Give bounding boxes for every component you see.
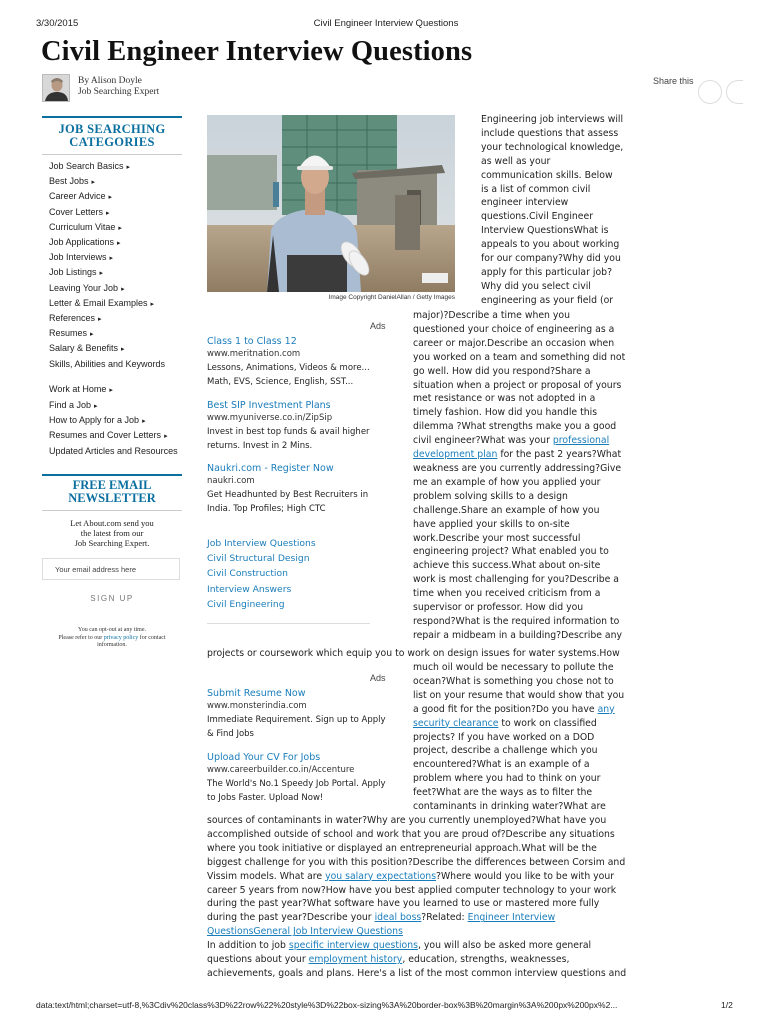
page-title: Civil Engineer Interview Questions	[41, 36, 473, 67]
article-body-full: sources of contaminants in water?Why are you currently unemployed?What have you accomplished outside of school and work that you are proud of?Describe any situations where you took initiative or displayed an entrepreneurial approach.What will be the biggest challenge for you with this position?Describe the differences between Corsim and Vissim models. What are you salary expectations?Where would you like to be with your career 5 years from now?How have you best applied computer technology to your work during the past year?What software have you learned to use or mastered more fully during the past year?Describe your ideal boss?Related: Engineer Interview QuestionsGeneral Job Interview Questions In addition to job specific interview questions, you will also be asked more general questions about your employment history, education, strengths, weaknesses, achievements, goals and plans. Here's a list of the most common interview questions and	[207, 815, 627, 979]
signup-button[interactable]: SIGN UP	[90, 594, 134, 603]
author-avatar[interactable]	[42, 74, 70, 102]
sidebar-item[interactable]	[49, 428, 182, 443]
sidebar-item-label: Work at Home	[49, 384, 107, 395]
ideal-boss-link[interactable]: ideal boss	[374, 912, 422, 924]
sidebar-item-label: Skills, Abilities and Keywords	[49, 359, 166, 370]
sidebar-item-label: Best Jobs	[49, 176, 89, 187]
sidebar-item-label: Salary & Benefits	[49, 343, 119, 354]
ad-title[interactable]: Upload Your CV For Jobs	[207, 752, 321, 763]
sidebar-item-label: Leaving Your Job	[49, 282, 119, 293]
chevron-right-icon: ▸	[98, 315, 102, 323]
print-title: Civil Engineer Interview Questions	[313, 18, 459, 29]
chevron-right-icon: ▸	[94, 402, 98, 410]
print-page-number: 1/2	[721, 1000, 733, 1010]
ad-url[interactable]: www.careerbuilder.co.in/Accenture	[207, 765, 355, 775]
sidebar-item[interactable]	[49, 413, 182, 428]
categories-sidebar	[42, 116, 182, 469]
sidebar-item[interactable]	[49, 382, 182, 397]
employment-history-link[interactable]: employment history	[308, 954, 403, 966]
sidebar-item[interactable]	[49, 443, 182, 469]
ad-item[interactable]	[207, 399, 387, 453]
ad-title[interactable]: Best SIP Investment Plans	[207, 400, 331, 411]
ad-title[interactable]: Class 1 to Class 12	[207, 336, 297, 347]
article-body-questions-2: much oil would be necessary to pollute the ocean?What is something you chose not to list on your resume that would show that you a good fit for the position?Do you have any security clearance to work on classified projects? If you have worked on a DOD project, describe a challenge which you encountered?What is an example of a problem where you had to think on your feet?What are the ways as to filter the contaminants in drinking water?What are	[413, 662, 625, 813]
author-role: Job Searching Expert	[78, 87, 160, 97]
ad-description: Invest in best top funds & avail higher returns. Invest in 2 Mins.	[207, 427, 370, 451]
sidebar-item[interactable]	[49, 205, 182, 220]
chevron-right-icon: ▸	[99, 270, 104, 278]
engineer-interview-link[interactable]: Engineer Interview	[467, 912, 556, 924]
print-date: 3/30/2015	[36, 18, 79, 29]
sidebar-item-label: Resumes and Cover Letters	[49, 430, 162, 440]
specific-interview-questions-link[interactable]: specific interview questions	[288, 940, 418, 952]
sidebar-item-label: References	[49, 312, 96, 323]
sidebar-item-label: Cover Letters	[49, 206, 104, 217]
sidebar-item-label: Job Search Basics	[49, 161, 124, 171]
related-link[interactable]: Job Interview Questions	[207, 538, 316, 549]
related-link[interactable]: Civil Engineering	[207, 598, 285, 610]
sidebar-item-label: Career Advice	[49, 191, 106, 202]
newsletter-fineprint: You can opt-out at any time. Please refer to our privacy policy for contact information.	[58, 627, 166, 648]
sidebar-item-label: Find a Job	[49, 399, 92, 410]
sidebar-item[interactable]	[49, 341, 182, 356]
categories-heading: JOB SEARCHING CATEGORIES	[42, 116, 182, 155]
categories-list	[49, 159, 182, 469]
article-body-line: projects or coursework which equip you to work on design issues for water systems.How	[207, 648, 620, 659]
newsletter-heading: FREE EMAIL NEWSLETTER	[42, 474, 182, 511]
sidebar-item[interactable]	[49, 281, 182, 296]
ad-item[interactable]	[207, 462, 387, 516]
article-body-questions: major)?Describe a time when you questioned your choice of engineering as a career or major.Describe an occasion when you worked on a team and something did not go well. How did you respond?Share a situation when a project or proposal of yours met resistance or was not adopted in a timely fashion. How did you handle this dilemma ?What strengths make you a good civil engineer?What was your professional development plan for the past 2 years?What weakness are you currently addressing?Give me an example of how you applied your problem solving skills to a design challenge.Share an example of how you have applied your skills to on-site work.Describe your most successful engineering project? What enabled you to achieve this success.What about on-site work is most challenging for you?Describe a time when you received criticism from a supervisor or professor. How did you respond?What is the required information to repair a midbeam in a building?Describe any	[413, 310, 626, 641]
print-url: data:text/html;charset=utf-8,%3Cdiv%20class%3D%22row%22%20style%3D%22box-sizing%3A%20border-box%3B%20margin%3A%200px%200px%2...	[36, 1000, 618, 1010]
sidebar-item-label: Job Applications	[49, 236, 115, 247]
related-link[interactable]: Civil Construction	[207, 568, 288, 580]
ad-title[interactable]: Submit Resume Now	[207, 688, 306, 699]
sidebar-item[interactable]	[49, 356, 182, 382]
sidebar-item-label: Curriculum Vitae	[49, 221, 116, 232]
newsletter-description: Let About.com send you the latest from our Job Searching Expert.	[70, 518, 154, 548]
article-body-intro: Engineering job interviews will include questions that assess your technological knowledge, as well as your communication skills. Below is a list of common civil engineer interview questions.Civil Engineer Interview QuestionsWhat is appeals to you about working for our company?Why did you apply for this particular job? Why did you select civil engineering as your field (or	[481, 114, 624, 306]
sidebar-item-label: Updated Articles and Resources	[49, 446, 178, 457]
professional-development-link[interactable]: development plan	[413, 449, 498, 461]
ad-item[interactable]	[207, 687, 387, 741]
sidebar-item[interactable]	[49, 189, 182, 204]
professional-development-link[interactable]: professional	[552, 435, 610, 447]
related-link[interactable]: Interview Answers	[207, 583, 292, 595]
related-link[interactable]: Civil Structural Design	[207, 553, 310, 565]
sidebar-item[interactable]	[49, 220, 182, 235]
sidebar-item[interactable]	[49, 311, 182, 326]
sidebar-item[interactable]	[49, 296, 182, 311]
privacy-policy-link[interactable]: privacy policy	[103, 634, 139, 641]
security-clearance-link[interactable]: security clearance	[413, 717, 499, 729]
author-byline	[78, 76, 159, 98]
sidebar-item[interactable]	[49, 174, 182, 189]
chevron-right-icon: ▸	[91, 179, 96, 187]
chevron-right-icon: ▸	[117, 239, 121, 247]
article-photo	[207, 115, 455, 292]
sidebar-item-label: Letter & Email Examples	[49, 297, 148, 308]
share-more-icon[interactable]	[726, 80, 743, 104]
general-interview-questions-link[interactable]: QuestionsGeneral Job Interview Questions	[207, 926, 403, 938]
ads-label: Ads	[370, 673, 386, 683]
sidebar-item[interactable]	[49, 265, 182, 280]
salary-expectations-link[interactable]: you salary expectations	[325, 870, 437, 882]
chevron-right-icon: ▸	[109, 255, 114, 263]
divider	[207, 623, 370, 624]
sidebar-item-label: Job Interviews	[49, 252, 107, 263]
ad-url[interactable]: www.myuniverse.co.in/ZipSip	[207, 413, 333, 423]
sidebar-item-label: Resumes	[49, 328, 88, 339]
share-label: Share this	[653, 76, 694, 86]
sidebar-item[interactable]	[49, 159, 182, 174]
security-clearance-link[interactable]: any	[597, 703, 615, 715]
ad-url[interactable]: naukri.com	[207, 476, 255, 486]
ad-item[interactable]	[207, 751, 387, 805]
author-photo-icon	[43, 75, 69, 101]
sidebar-item-label: How to Apply for a Job	[49, 414, 140, 425]
chevron-right-icon: ▸	[121, 346, 125, 354]
sidebar-item[interactable]	[49, 250, 182, 265]
engineer-photo-image	[207, 115, 455, 292]
email-field[interactable]: Your email address here	[42, 558, 180, 580]
chevron-right-icon: ▸	[108, 194, 113, 202]
chevron-right-icon: ▸	[90, 331, 94, 339]
chevron-right-icon: ▸	[126, 164, 131, 171]
newsletter-box	[42, 474, 182, 674]
ad-url[interactable]: www.meritnation.com	[207, 349, 301, 359]
ad-description: Immediate Requirement. Sign up to Apply & Find Jobs	[207, 715, 386, 739]
sidebar-item[interactable]	[49, 326, 182, 341]
chevron-right-icon: ▸	[106, 209, 110, 217]
sidebar-item-label: Job Listings	[49, 267, 97, 278]
ad-description: The World's No.1 Speedy Job Portal. Apply to Jobs Faster. Upload Now!	[207, 779, 386, 803]
chevron-right-icon: ▸	[109, 387, 113, 395]
image-caption: Image Copyright DanielAllan / Getty Images	[328, 294, 455, 301]
chevron-right-icon: ▸	[142, 417, 146, 425]
sidebar-item[interactable]	[49, 235, 182, 250]
ad-item[interactable]	[207, 335, 387, 389]
ads-label: Ads	[370, 321, 386, 331]
sidebar-item[interactable]	[49, 398, 182, 413]
ad-url[interactable]: www.monsterindia.com	[207, 701, 307, 711]
chevron-right-icon: ▸	[150, 300, 155, 308]
chevron-right-icon: ▸	[121, 285, 125, 293]
author-name[interactable]: By Alison Doyle	[78, 76, 142, 86]
chevron-right-icon: ▸	[118, 224, 122, 232]
ad-description: Get Headhunted by Best Recruiters in India. Top Profiles; High CTC	[207, 490, 369, 514]
related-links	[207, 536, 316, 612]
ad-description: Lessons, Animations, Videos & more... Math, EVS, Science, English, SST...	[207, 363, 370, 387]
ad-title[interactable]: Naukri.com - Register Now	[207, 463, 334, 474]
chevron-right-icon: ▸	[164, 433, 168, 440]
share-icon[interactable]	[698, 80, 722, 104]
